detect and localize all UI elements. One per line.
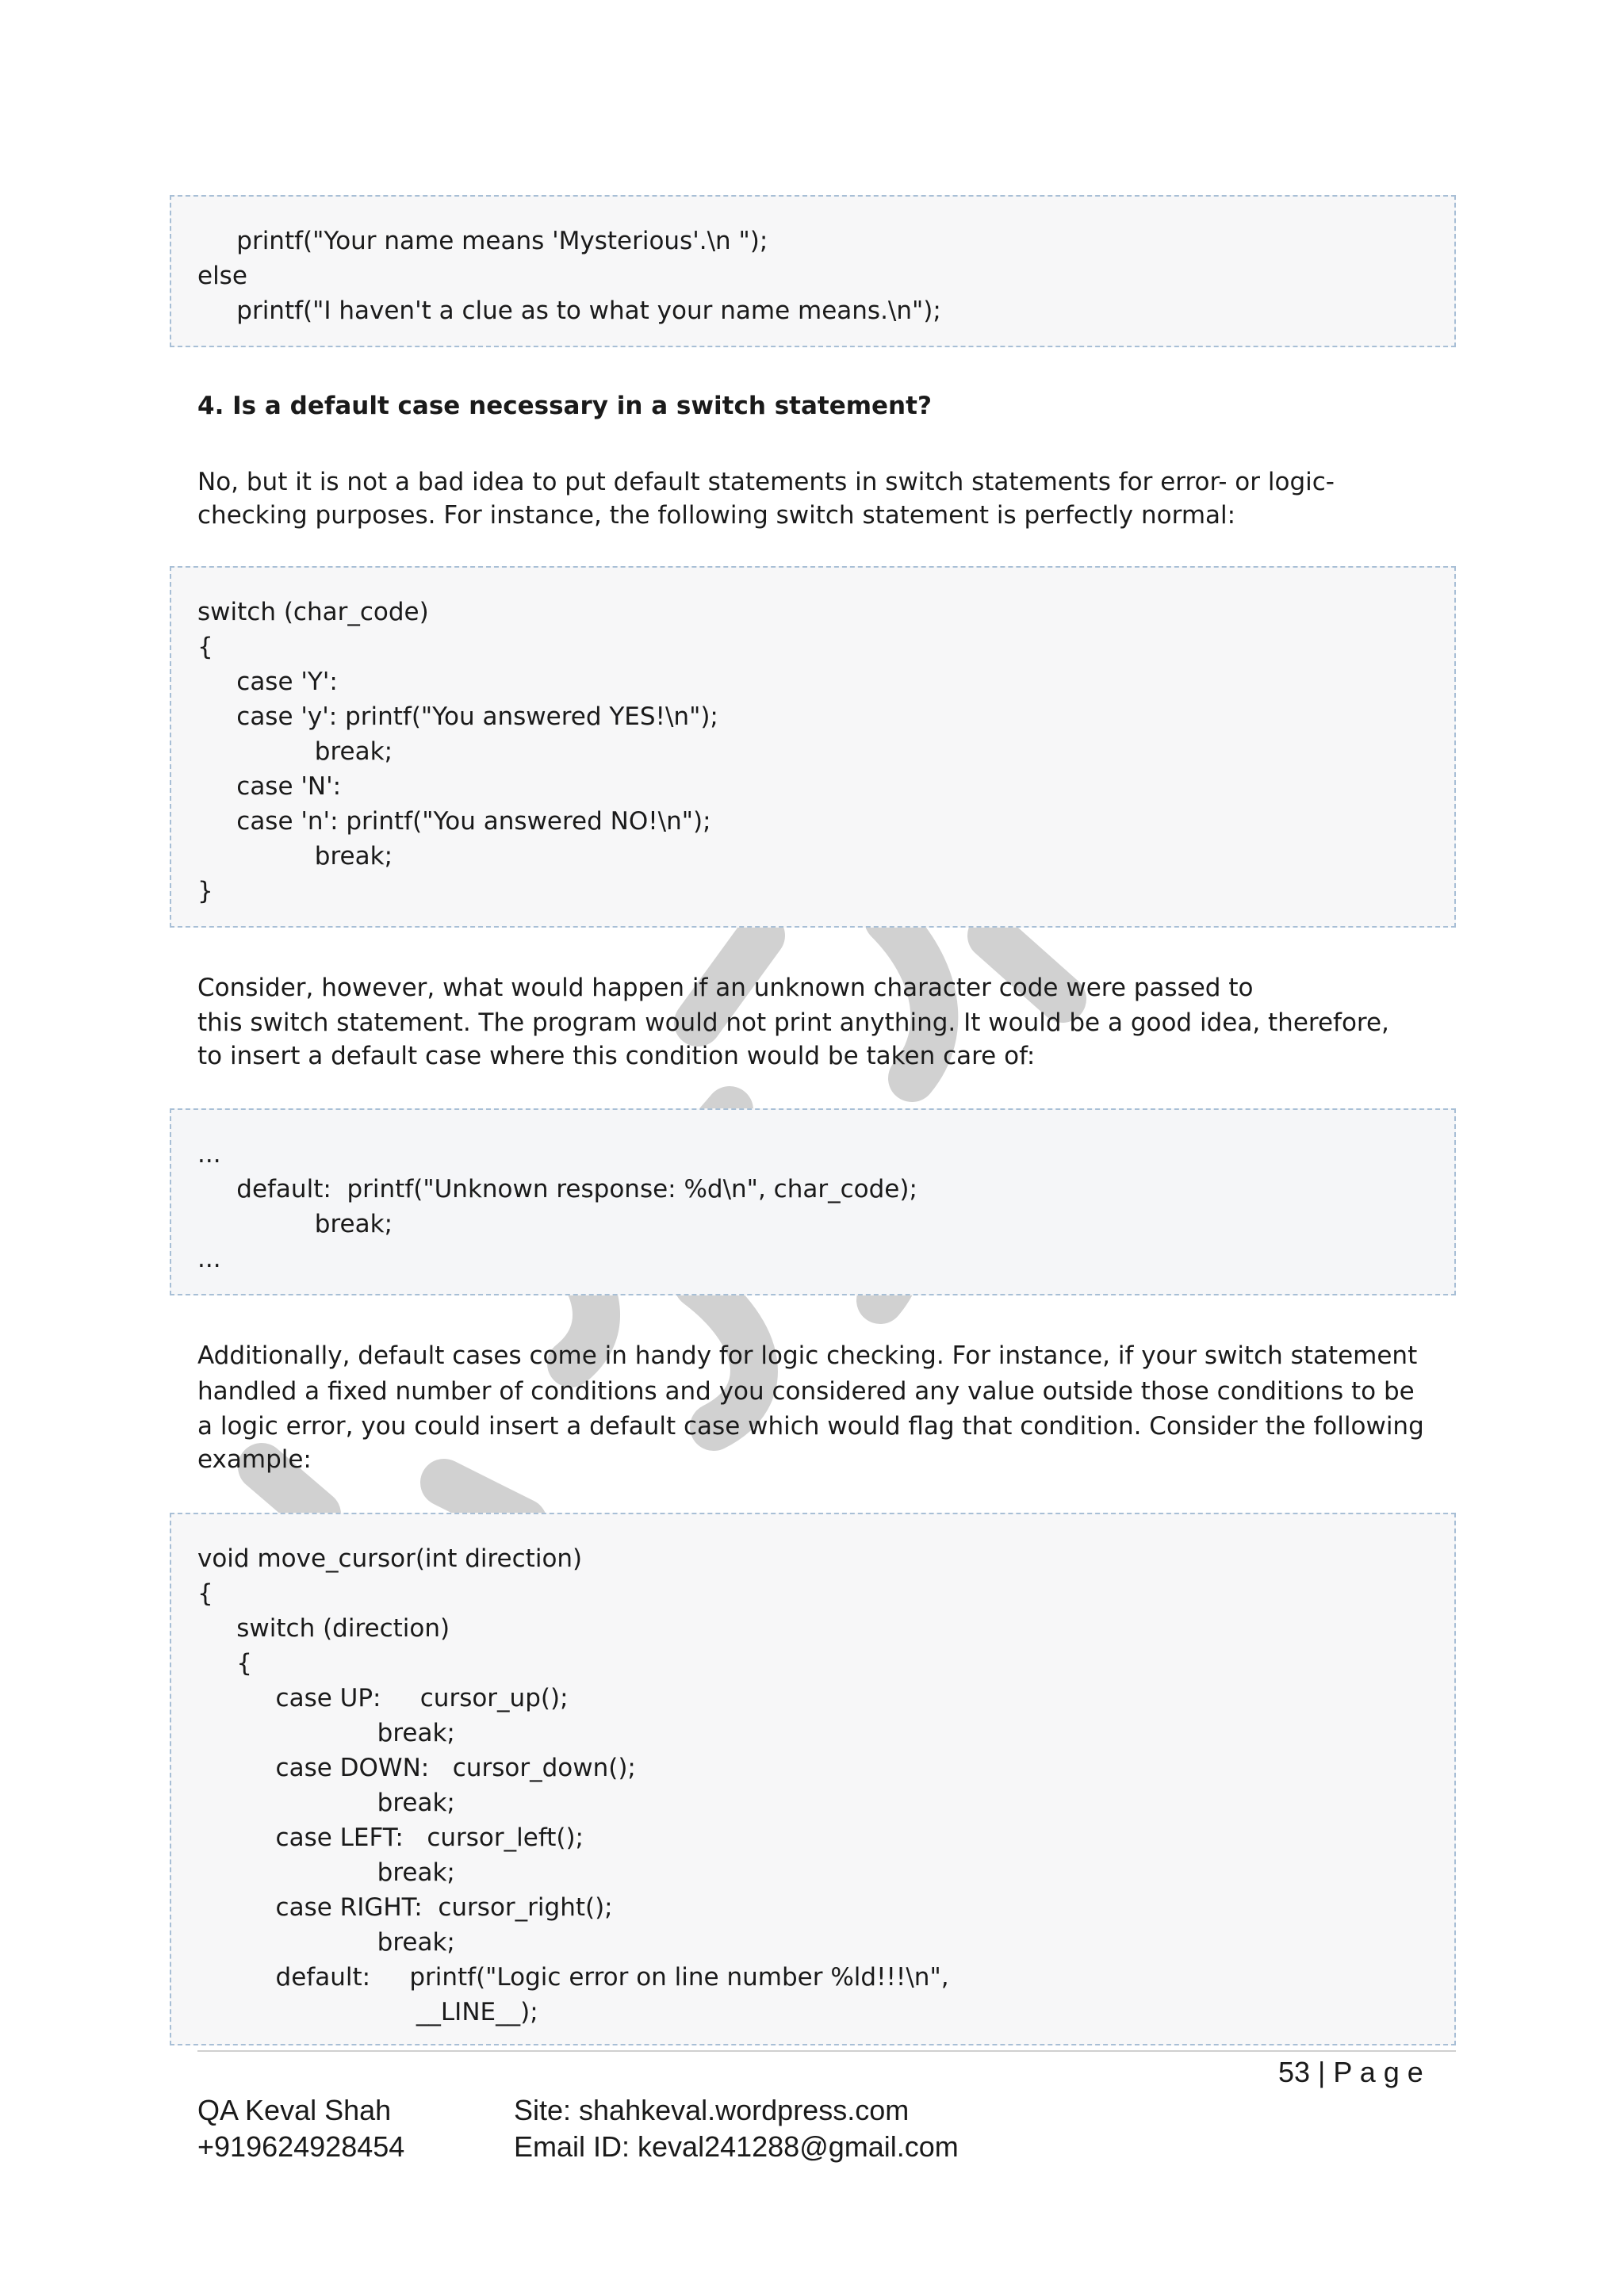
code-line: printf("I haven't a clue as to what your name means.\n"); bbox=[197, 297, 941, 325]
footer-divider bbox=[197, 2050, 1456, 2052]
footer-phone: +919624928454 bbox=[197, 2130, 405, 2163]
code-line: ... bbox=[197, 1140, 221, 1169]
code-line: break; bbox=[197, 737, 393, 766]
paragraph-line: checking purposes. For instance, the following switch statement is perfectly normal: bbox=[197, 501, 1236, 530]
paragraph-line: handled a fixed number of conditions and you considered any value outside those conditions to be bbox=[197, 1377, 1415, 1406]
code-line: void move_cursor(int direction) bbox=[197, 1544, 583, 1573]
code-line: break; bbox=[197, 842, 393, 871]
code-line: case 'N': bbox=[197, 772, 342, 801]
code-line: switch (char_code) bbox=[197, 598, 429, 626]
code-line: { bbox=[197, 1649, 252, 1678]
code-line: printf("Your name means 'Mysterious'.\n "); bbox=[197, 227, 768, 255]
page-number: 53 | P a g e bbox=[1278, 2056, 1423, 2088]
code-line: break; bbox=[197, 1789, 455, 1817]
code-line: ... bbox=[197, 1245, 221, 1273]
code-line: default: printf("Logic error on line number %ld!!!\n", bbox=[197, 1963, 949, 1992]
footer-site: Site: shahkeval.wordpress.com bbox=[514, 2094, 910, 2126]
code-block-3 bbox=[170, 1108, 1456, 1295]
code-line: break; bbox=[197, 1719, 455, 1747]
code-block-1 bbox=[170, 195, 1456, 347]
paragraph-line: No, but it is not a bad idea to put default statements in switch statements for error- or logic- bbox=[197, 468, 1335, 496]
paragraph-line: a logic error, you could insert a default case which would flag that condition. Consider the following bbox=[197, 1412, 1424, 1441]
code-block-4 bbox=[170, 1513, 1456, 2045]
code-line: __LINE__); bbox=[197, 1998, 538, 2026]
code-line: { bbox=[197, 633, 213, 661]
code-line: case UP: cursor_up(); bbox=[197, 1684, 569, 1712]
code-line: } bbox=[197, 877, 213, 905]
code-line: break; bbox=[197, 1928, 455, 1957]
section-heading: 4. Is a default case necessary in a switch statement? bbox=[197, 392, 932, 420]
code-line: break; bbox=[197, 1210, 393, 1238]
paragraph-line: Consider, however, what would happen if an unknown character code were passed to bbox=[197, 974, 1254, 1002]
code-line: switch (direction) bbox=[197, 1614, 450, 1643]
code-line: break; bbox=[197, 1858, 455, 1887]
footer-email: Email ID: keval241288@gmail.com bbox=[514, 2130, 959, 2163]
code-block-2 bbox=[170, 566, 1456, 928]
footer-author: QA Keval Shah bbox=[197, 2094, 392, 2126]
paragraph-line: this switch statement. The program would not print anything. It would be a good idea, therefore, bbox=[197, 1008, 1389, 1037]
code-line: case 'n': printf("You answered NO!\n"); bbox=[197, 807, 711, 836]
paragraph-line: Additionally, default cases come in handy for logic checking. For instance, if your switch statement bbox=[197, 1341, 1418, 1370]
paragraph-line: example: bbox=[197, 1445, 312, 1474]
code-line: case RIGHT: cursor_right(); bbox=[197, 1893, 613, 1922]
code-line: case 'y': printf("You answered YES!\n"); bbox=[197, 702, 718, 731]
code-line: case DOWN: cursor_down(); bbox=[197, 1754, 636, 1782]
code-line: case 'Y': bbox=[197, 668, 338, 696]
code-line: default: printf("Unknown response: %d\n", char_code); bbox=[197, 1175, 917, 1203]
code-line: { bbox=[197, 1579, 213, 1608]
paragraph-line: to insert a default case where this condition would be taken care of: bbox=[197, 1042, 1036, 1070]
code-line: case LEFT: cursor_left(); bbox=[197, 1823, 584, 1852]
code-line: else bbox=[197, 262, 247, 290]
